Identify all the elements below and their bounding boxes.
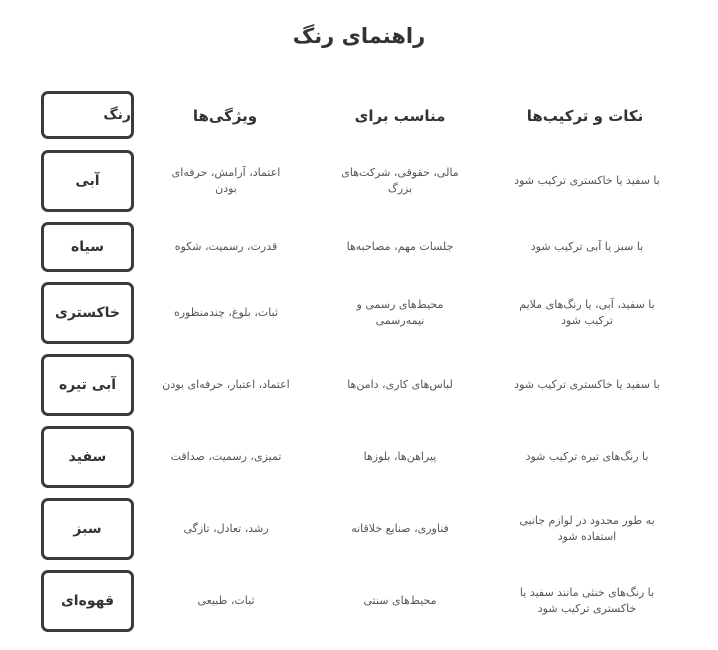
suitable-cell: محیط‌های رسمی و نیمه‌رسمی xyxy=(356,298,444,327)
color-box-blue xyxy=(41,150,134,212)
tips-cell: با سفید یا خاکستری ترکیب شود xyxy=(514,378,660,391)
features-cell: ثبات، طبیعی xyxy=(197,594,255,607)
features-cell: اعتماد، اعتبار، حرفه‌ای بودن xyxy=(162,378,290,391)
tips-cell: با رنگ‌های خنثی مانند سفید یا خاکستری ترکیب شود xyxy=(519,586,655,615)
color-box-green xyxy=(41,498,134,560)
features-cell: تمیزی، رسمیت، صداقت xyxy=(170,450,282,463)
header-features: ویژگی‌ها xyxy=(192,107,258,125)
color-name: آبی تیره xyxy=(58,377,117,393)
color-box-navy xyxy=(41,354,134,416)
header-suitable: مناسب برای xyxy=(354,107,446,125)
tips-cell: به طور محدود در لوازم جانبی استفاده شود xyxy=(519,514,655,543)
suitable-cell: محیط‌های سنتی xyxy=(363,594,437,607)
color-name: قهوه‌ای xyxy=(60,593,115,609)
tips-cell: با سفید یا خاکستری ترکیب شود xyxy=(514,174,660,187)
features-cell: قدرت، رسمیت، شکوه xyxy=(174,240,278,253)
tips-cell: با سبز یا آبی ترکیب شود xyxy=(530,240,644,253)
color-name: سفید xyxy=(68,449,107,465)
color-name: خاکستری xyxy=(55,305,120,321)
color-name: آبی xyxy=(75,173,100,189)
color-name: سبز xyxy=(73,521,102,537)
color-box-gray xyxy=(41,282,134,344)
page-title: راهنمای رنگ xyxy=(292,24,426,48)
tips-cell: با سفید، آبی، یا رنگ‌های ملایم ترکیب شود xyxy=(519,298,655,327)
suitable-cell: مالی، حقوقی، شرکت‌های بزرگ xyxy=(341,166,459,195)
tips-cell: با رنگ‌های تیره ترکیب شود xyxy=(525,450,649,463)
color-box-brown xyxy=(41,570,134,632)
header-color-label: رنگ xyxy=(103,107,131,123)
suitable-cell: پیراهن‌ها، بلوزها xyxy=(363,450,437,463)
features-cell: اعتماد، آرامش، حرفه‌ای بودن xyxy=(171,166,281,195)
color-name: سیاه xyxy=(71,239,105,255)
suitable-cell: فناوری، صنایع خلاقانه xyxy=(351,522,449,535)
features-cell: رشد، تعادل، تازگی xyxy=(183,522,269,535)
suitable-cell: جلسات مهم، مصاحبه‌ها xyxy=(346,240,454,253)
suitable-cell: لباس‌های کاری، دامن‌ها xyxy=(347,378,453,391)
color-box-black xyxy=(41,222,134,272)
header-color-box xyxy=(41,91,134,139)
features-cell: ثبات، بلوغ، چندمنظوره xyxy=(173,306,279,319)
header-tips: نکات و ترکیب‌ها xyxy=(526,107,644,125)
color-box-white xyxy=(41,426,134,488)
